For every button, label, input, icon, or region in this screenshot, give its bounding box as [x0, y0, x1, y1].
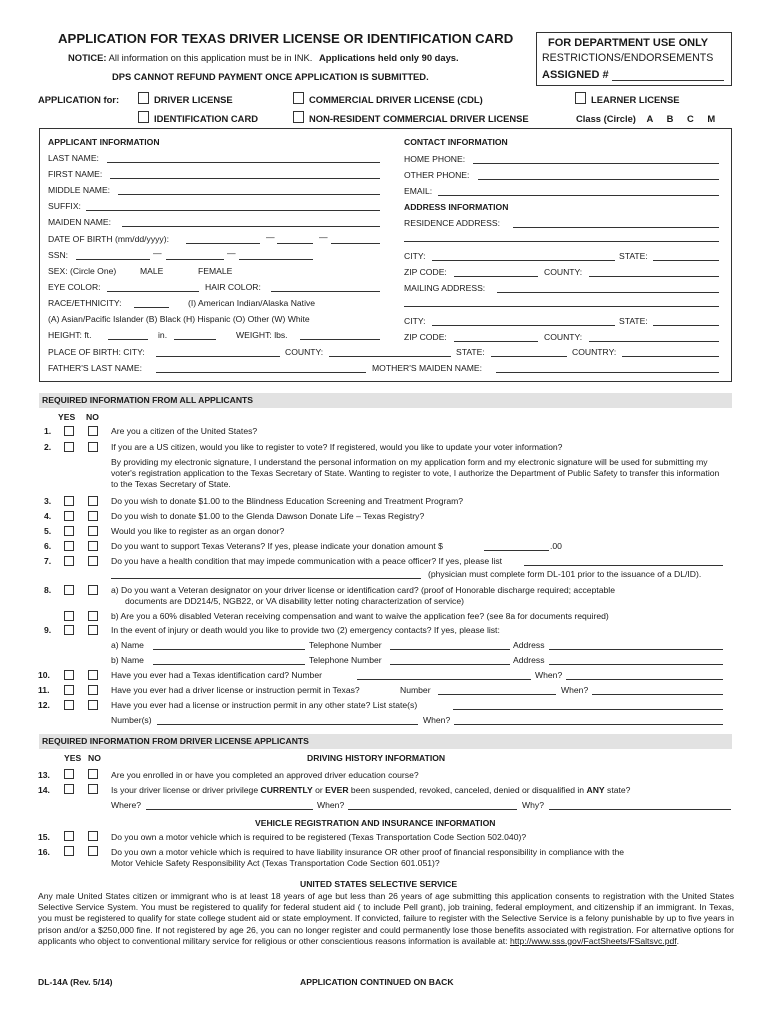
q3-no-checkbox[interactable] [88, 496, 98, 506]
q5-no-checkbox[interactable] [88, 526, 98, 536]
q3-yes-checkbox[interactable] [64, 496, 74, 506]
q16-number: 16. [38, 847, 50, 857]
contact-a-phone-label: Telephone Number [309, 640, 382, 650]
q14-why-label: Why? [522, 800, 544, 810]
birth-county-label: COUNTY: [285, 347, 324, 357]
notice [68, 52, 459, 64]
mailing-zip-label: ZIP CODE: [404, 332, 447, 342]
q8a-yes-checkbox[interactable] [64, 585, 74, 595]
learner-license-checkbox[interactable] [575, 92, 586, 104]
q6-cents: .00 [550, 541, 562, 551]
ssn-part-1-input[interactable] [76, 259, 150, 260]
q6-donation-input[interactable] [484, 550, 549, 551]
q13-text: Are you enrolled in or have you completed an approved driver education course? [111, 770, 419, 780]
refund-notice: DPS CANNOT REFUND PAYMENT ONCE APPLICATION IS SUBMITTED. [112, 71, 429, 82]
residence-zip-label: ZIP CODE: [404, 267, 447, 277]
q2-text: If you are a US citizen, would you like to register to vote? If registered, would you like to update your voter information? [111, 442, 563, 452]
department-use-title: FOR DEPARTMENT USE ONLY [548, 37, 709, 49]
assigned-input[interactable] [612, 80, 724, 81]
q2-yes-checkbox[interactable] [64, 442, 74, 452]
q5-text: Would you like to register as an organ donor? [111, 526, 285, 536]
non-resident-cdl-label: NON-RESIDENT COMMERCIAL DRIVER LICENSE [309, 113, 529, 124]
residence-county-label: COUNTY: [544, 267, 583, 277]
vehicle-registration-heading: VEHICLE REGISTRATION AND INSURANCE INFORMATION [255, 818, 496, 828]
middle-name-label: MIDDLE NAME: [48, 185, 111, 195]
restrictions-label: RESTRICTIONS/ENDORSEMENTS [542, 52, 714, 64]
q14-no-checkbox[interactable] [88, 784, 98, 794]
q2-no-checkbox[interactable] [88, 442, 98, 452]
q10-when-input[interactable] [566, 679, 723, 680]
class-c[interactable]: C [686, 113, 694, 124]
hair-color-label: HAIR COLOR: [205, 282, 261, 292]
required-dl-heading: REQUIRED INFORMATION FROM DRIVER LICENSE APPLICANTS [42, 736, 309, 746]
continued-on-back: APPLICATION CONTINUED ON BACK [300, 977, 454, 987]
other-phone-input[interactable] [478, 179, 719, 180]
q11-when-input[interactable] [592, 694, 723, 695]
q3-number: 3. [44, 496, 52, 506]
q7-no-checkbox[interactable] [88, 556, 98, 566]
id-card-label: IDENTIFICATION CARD [154, 113, 258, 124]
mailing-state-input[interactable] [653, 325, 719, 326]
residence-zip-input[interactable] [454, 276, 538, 277]
sex-female[interactable]: FEMALE [198, 266, 233, 276]
q7-yes-checkbox[interactable] [64, 556, 74, 566]
class-a[interactable]: A [646, 113, 653, 124]
contact-a-name-input[interactable] [153, 649, 305, 650]
q1-no-checkbox[interactable] [88, 426, 98, 436]
place-of-birth-city-label: PLACE OF BIRTH: CITY: [48, 347, 145, 357]
address-info-heading: ADDRESS INFORMATION [404, 202, 509, 212]
class-b[interactable]: B [666, 113, 674, 124]
residence-state-label: STATE: [619, 251, 648, 261]
dob-label: DATE OF BIRTH (mm/dd/yyyy): [48, 234, 169, 244]
race-label: RACE/ETHNICITY: [48, 298, 122, 308]
mailing-county-label: COUNTY: [544, 332, 583, 342]
residence-address-label: RESIDENCE ADDRESS: [404, 218, 500, 228]
residence-city-input[interactable] [432, 260, 615, 261]
q7-condition-input[interactable] [524, 565, 723, 566]
maiden-name-label: MAIDEN NAME: [48, 217, 112, 227]
contact-b-name-label: b) Name [111, 655, 144, 665]
q10-when-label: When? [535, 670, 563, 680]
height-label: HEIGHT: ft. [48, 330, 92, 340]
residence-county-input[interactable] [589, 276, 719, 277]
residence-address-line-2[interactable] [404, 241, 719, 242]
notice-text: All information on this application must be in INK. [108, 52, 313, 63]
q6-text: Do you want to support Texas Veterans? If yes, please indicate your donation amount $ [111, 541, 443, 551]
mailing-state-label: STATE: [619, 316, 648, 326]
q11-yes-checkbox[interactable] [64, 685, 74, 695]
q14-text-start: Is your driver license or driver privilege [111, 785, 261, 795]
q8b-yes-checkbox[interactable] [64, 611, 74, 621]
residence-state-input[interactable] [653, 260, 719, 261]
q11-number: 11. [38, 685, 50, 695]
q8a-text: a) Do you want a Veteran designator on your driver license or identification card? (proof of Honorable discharge required; acceptable [111, 585, 615, 595]
q14-when-input[interactable] [348, 809, 517, 810]
mailing-address-label: MAILING ADDRESS: [404, 283, 486, 293]
q10-text: Have you ever had a Texas identification card? Number [111, 670, 322, 680]
q13-yes-checkbox[interactable] [64, 769, 74, 779]
q8-number: 8. [44, 585, 52, 595]
q6-no-checkbox[interactable] [88, 541, 98, 551]
q14-any: ANY [586, 785, 605, 795]
q14-ever: EVER [325, 785, 349, 795]
hair-color-input[interactable] [271, 291, 380, 292]
q7-number: 7. [44, 556, 52, 566]
q15-no-checkbox[interactable] [88, 831, 98, 841]
contact-b-address-input[interactable] [549, 664, 723, 665]
form-title: APPLICATION FOR TEXAS DRIVER LICENSE OR IDENTIFICATION CARD [58, 31, 514, 46]
contact-b-phone-label: Telephone Number [309, 655, 382, 665]
q6-number: 6. [44, 541, 52, 551]
mailing-city-input[interactable] [432, 325, 615, 326]
driver-license-checkbox[interactable] [138, 92, 149, 104]
class-label: Class (Circle) [576, 113, 636, 124]
q2-voter-note: By providing my electronic signature, I understand the personal information on my application form and my electronic signature will be used for submitting my voter's registration application to the Texas Secretary of State. Wanting to register to vote, I authorize the Department of Public Safety to transfer this information to the Texas Secretary of State. [111, 457, 720, 490]
mailing-city-label: CITY: [404, 316, 426, 326]
q5-number: 5. [44, 526, 52, 536]
birth-country-label: COUNTRY: [572, 347, 617, 357]
q3-text: Do you wish to donate $1.00 to the Blindness Education Screening and Treatment Program? [111, 496, 464, 506]
mother-maiden-name-input[interactable] [496, 372, 719, 373]
q16-text-cont: Motor Vehicle Safety Responsibility Act (Texas Transportation Code Section 601.051)? [111, 858, 440, 868]
weight-input[interactable] [300, 339, 380, 340]
q14-text-end: state? [604, 785, 631, 795]
non-resident-cdl-checkbox[interactable] [293, 111, 304, 123]
dl-no-column-header: NO [88, 753, 101, 763]
mailing-address-input[interactable] [497, 292, 719, 293]
q16-yes-checkbox[interactable] [64, 846, 74, 856]
sex-label: SEX: (Circle One) [48, 266, 117, 276]
q15-number: 15. [38, 832, 50, 842]
q13-no-checkbox[interactable] [88, 769, 98, 779]
residence-city-label: CITY: [404, 251, 426, 261]
q9-text: In the event of injury or death would you like to provide two (2) emergency contacts? If yes, please list: [111, 625, 500, 635]
application-for-label: APPLICATION for: [38, 94, 120, 105]
q10-number-input[interactable] [357, 679, 531, 680]
learner-license-label: LEARNER LICENSE [591, 94, 680, 105]
mailing-zip-input[interactable] [454, 341, 538, 342]
driver-license-label: DRIVER LICENSE [154, 94, 233, 105]
assigned-label: ASSIGNED # [542, 69, 609, 81]
yes-column-header: YES [58, 412, 76, 422]
q12-states-input[interactable] [453, 709, 723, 710]
ssn-dash-1: — [153, 248, 162, 258]
q14-text [111, 785, 630, 796]
q14-number: 14. [38, 785, 50, 795]
q8a-no-checkbox[interactable] [88, 585, 98, 595]
q9-yes-checkbox[interactable] [64, 625, 74, 635]
q1-text: Are you a citizen of the United States? [111, 426, 258, 436]
mailing-address-line-2[interactable] [404, 306, 719, 307]
birth-state-input[interactable] [491, 356, 567, 357]
q2-number: 2. [44, 442, 52, 452]
q10-no-checkbox[interactable] [88, 670, 98, 680]
q12-text: Have you ever had a license or instruction permit in any other state? List state(s) [111, 700, 418, 710]
weight-label: WEIGHT: lbs. [236, 330, 288, 340]
q14-text-mid: been suspended, revoked, canceled, denied or disqualified in [348, 785, 587, 795]
cdl-label: COMMERCIAL DRIVER LICENSE (CDL) [309, 94, 483, 105]
eye-color-input[interactable] [107, 291, 199, 292]
suffix-input[interactable] [86, 210, 380, 211]
maiden-name-input[interactable] [122, 226, 380, 227]
q5-yes-checkbox[interactable] [64, 526, 74, 536]
class-circle [576, 113, 715, 125]
birth-city-input[interactable] [156, 356, 280, 357]
q12-numbers-label: Number(s) [111, 715, 152, 725]
q9-no-checkbox[interactable] [88, 625, 98, 635]
contact-b-phone-input[interactable] [390, 664, 510, 665]
last-name-input[interactable] [107, 162, 380, 163]
q14-why-input[interactable] [549, 809, 731, 810]
contact-a-name-label: a) Name [111, 640, 144, 650]
applicant-info-heading: APPLICANT INFORMATION [48, 137, 160, 147]
contact-a-address-label: Address [513, 640, 545, 650]
driving-history-heading: DRIVING HISTORY INFORMATION [307, 753, 446, 763]
q11-number-label: Number [400, 685, 431, 695]
q9-number: 9. [44, 625, 52, 635]
other-phone-label: OTHER PHONE: [404, 170, 470, 180]
dob-month-input[interactable] [186, 243, 260, 244]
selective-service-end: . [676, 935, 680, 946]
father-last-name-label: FATHER'S LAST NAME: [48, 363, 142, 373]
q14-where-input[interactable] [146, 809, 313, 810]
middle-name-input[interactable] [118, 194, 380, 195]
cdl-checkbox[interactable] [293, 92, 304, 104]
q12-number: 12. [38, 700, 50, 710]
mother-maiden-name-label: MOTHER'S MAIDEN NAME: [372, 363, 483, 373]
dob-dash-2: — [319, 232, 328, 242]
first-name-input[interactable] [110, 178, 380, 179]
contact-info-heading: CONTACT INFORMATION [404, 137, 508, 147]
q4-number: 4. [44, 511, 52, 521]
q14-yes-checkbox[interactable] [64, 784, 74, 794]
q8b-text: b) Are you a 60% disabled Veteran receiving compensation and want to waive the application fee? (see 8a for documents required) [111, 611, 609, 621]
q4-no-checkbox[interactable] [88, 511, 98, 521]
q12-yes-checkbox[interactable] [64, 700, 74, 710]
q11-text: Have you ever had a driver license or instruction permit in Texas? [111, 685, 360, 695]
home-phone-input[interactable] [473, 163, 719, 164]
q11-no-checkbox[interactable] [88, 685, 98, 695]
q16-text: Do you own a motor vehicle which is required to have liability insurance OR other proof of financial responsibility in compliance with the [111, 847, 625, 857]
selective-service-heading: UNITED STATES SELECTIVE SERVICE [300, 879, 458, 889]
q1-number: 1. [44, 426, 52, 436]
ssn-part-3-input[interactable] [239, 259, 313, 260]
q15-yes-checkbox[interactable] [64, 831, 74, 841]
contact-a-phone-input[interactable] [390, 649, 510, 650]
ssn-part-2-input[interactable] [166, 259, 224, 260]
selective-service-link[interactable]: http://www.sss.gov/FactSheets/FSaltsvc.pdf [509, 935, 677, 946]
q11-number-input[interactable] [438, 694, 556, 695]
id-card-checkbox[interactable] [138, 111, 149, 123]
dob-dash-1: — [266, 232, 275, 242]
class-m[interactable]: M [707, 113, 716, 124]
ssn-dash-2: — [227, 248, 236, 258]
sex-male[interactable]: MALE [140, 266, 164, 276]
suffix-label: SUFFIX: [48, 201, 81, 211]
q12-no-checkbox[interactable] [88, 700, 98, 710]
dob-day-input[interactable] [277, 243, 313, 244]
selective-service-body: Any male United States citizen or immigrant who is at least 18 years of age but less than 26 years of age submitting this application consents to registration with the United States Selective Service System. You must be registered to qualify for federal student aid ( to include Pell grant), job training, federal employment, and citizenship if an immigrant. In Texas, you must be registered to qualify for state college student aid or state employment. If convicted, failure to register with the Selective Service is a felony punishable by up to five years in prison and/or a $250,000 fine. If not registered by age 26, you can no longer register and could permanently lose those benefits associated with registration. For alternative options for applicants who object to conventional military service for religious or other conscientious reasons information is available at: [38, 891, 734, 946]
contact-b-address-label: Address [513, 655, 545, 665]
q12-when-input[interactable] [454, 724, 723, 725]
dob-year-input[interactable] [331, 243, 380, 244]
q6-yes-checkbox[interactable] [64, 541, 74, 551]
height-inches-input[interactable] [174, 339, 216, 340]
required-all-heading: REQUIRED INFORMATION FROM ALL APPLICANTS [42, 395, 254, 405]
notice-bold: Applications held only 90 days. [319, 52, 459, 63]
race-options-abhow: (A) Asian/Pacific Islander (B) Black (H) Hispanic (O) Other (W) White [48, 314, 310, 324]
contact-b-name-input[interactable] [153, 664, 305, 665]
q13-number: 13. [38, 770, 50, 780]
q4-yes-checkbox[interactable] [64, 511, 74, 521]
father-last-name-input[interactable] [156, 372, 366, 373]
selective-service-text [38, 891, 734, 947]
q14-where-label: Where? [111, 800, 142, 810]
last-name-label: LAST NAME: [48, 153, 99, 163]
q16-no-checkbox[interactable] [88, 846, 98, 856]
q7-physician-note: (physician must complete form DL-101 prior to the issuance of a DL/ID). [428, 569, 702, 579]
birth-county-input[interactable] [329, 356, 451, 357]
home-phone-label: HOME PHONE: [404, 154, 466, 164]
q8b-no-checkbox[interactable] [88, 611, 98, 621]
q14-or: or [312, 785, 326, 795]
q14-currently: CURRENTLY [260, 785, 313, 795]
no-column-header: NO [86, 412, 99, 422]
mailing-county-input[interactable] [589, 341, 719, 342]
email-label: EMAIL: [404, 186, 433, 196]
q8a-documents: documents are DD214/5, NGB22, or VA disability letter noting characterization of service) [125, 596, 464, 606]
notice-label: NOTICE: [68, 52, 107, 63]
first-name-label: FIRST NAME: [48, 169, 103, 179]
q12-when-label: When? [423, 715, 451, 725]
q11-when-label: When? [561, 685, 589, 695]
height-feet-input[interactable] [108, 339, 148, 340]
q15-text: Do you own a motor vehicle which is required to be registered (Texas Transportation Code Section 502.040)? [111, 832, 527, 842]
residence-address-input[interactable] [513, 227, 719, 228]
q7-condition-line-2[interactable] [111, 578, 421, 579]
q12-numbers-input[interactable] [157, 724, 418, 725]
contact-a-address-input[interactable] [549, 649, 723, 650]
q10-yes-checkbox[interactable] [64, 670, 74, 680]
birth-state-label: STATE: [456, 347, 485, 357]
race-input[interactable] [134, 307, 169, 308]
q4-text: Do you wish to donate $1.00 to the Glenda Dawson Donate Life – Texas Registry? [111, 511, 425, 521]
birth-country-input[interactable] [622, 356, 719, 357]
form-id: DL-14A (Rev. 5/14) [38, 977, 113, 987]
q14-when-label: When? [317, 800, 345, 810]
dl-yes-column-header: YES [64, 753, 82, 763]
email-input[interactable] [438, 195, 719, 196]
q7-text: Do you have a health condition that may impede communication with a peace officer? If yes, please list [111, 556, 503, 566]
eye-color-label: EYE COLOR: [48, 282, 101, 292]
inches-label: in. [158, 330, 168, 340]
q1-yes-checkbox[interactable] [64, 426, 74, 436]
race-option-i: (I) American Indian/Alaska Native [188, 298, 316, 308]
q10-number: 10. [38, 670, 50, 680]
ssn-label: SSN: [48, 250, 69, 260]
